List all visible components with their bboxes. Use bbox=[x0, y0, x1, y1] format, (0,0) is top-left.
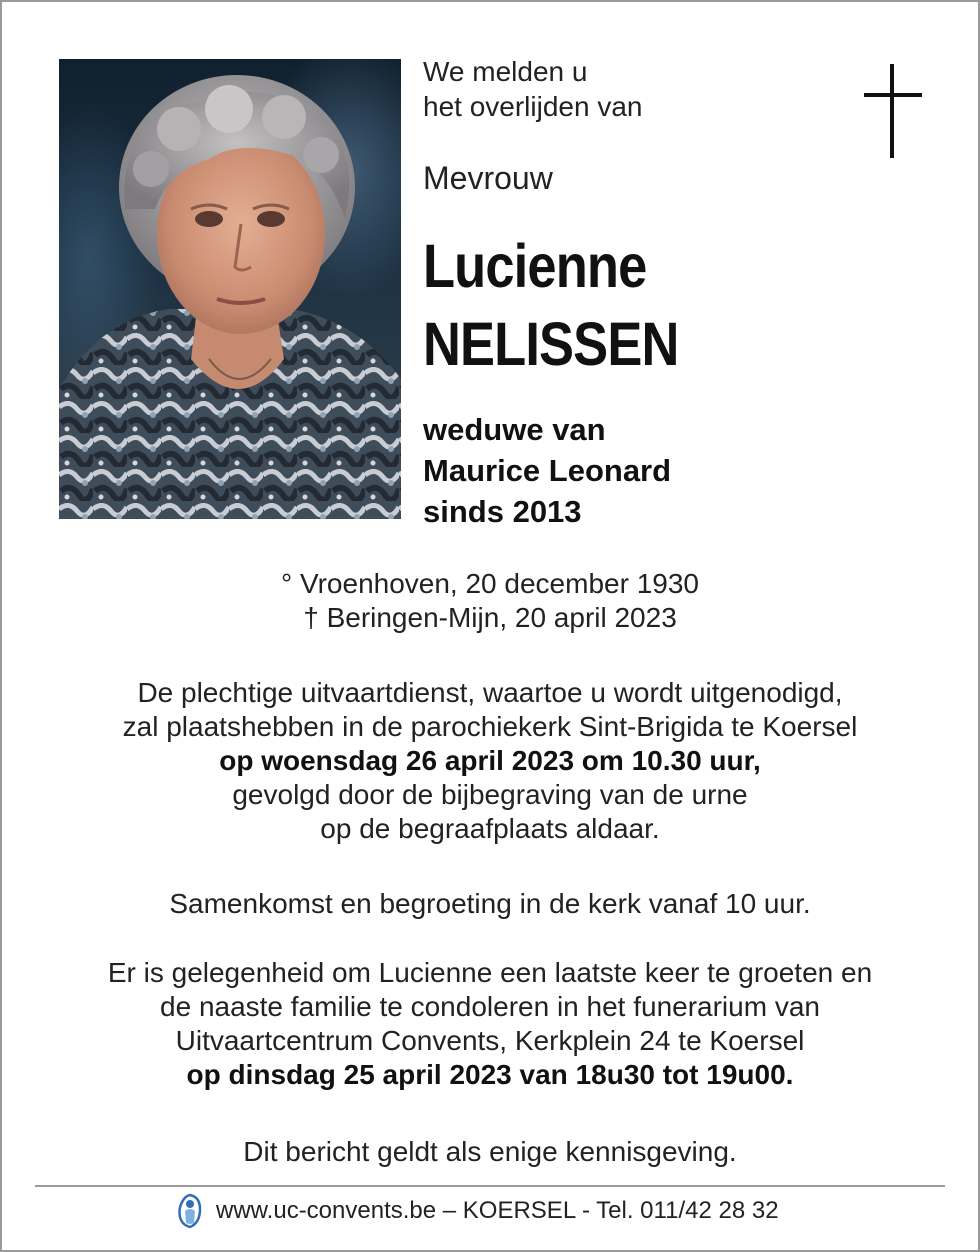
widow-info bbox=[423, 409, 671, 532]
service-line-2: zal plaatshebben in de parochiekerk Sint-Brigida te Koersel bbox=[122, 711, 858, 742]
notice-text bbox=[40, 1135, 940, 1169]
service-line-1: De plechtige uitvaartdienst, waartoe u wordt uitgenodigd, bbox=[137, 677, 843, 708]
intro-text bbox=[423, 54, 642, 124]
funeral-service bbox=[40, 676, 940, 846]
notice-line: Dit bericht geldt als enige kennisgeving. bbox=[243, 1136, 737, 1167]
footer-contact: www.uc-convents.be – KOERSEL - Tel. 011/42 28 32 bbox=[216, 1197, 779, 1224]
visitation-line-3: Uitvaartcentrum Convents, Kerkplein 24 te Koersel bbox=[175, 1025, 805, 1056]
madonna-logo-icon bbox=[176, 1193, 204, 1229]
intro-line-2: het overlijden van bbox=[423, 91, 643, 122]
widow-line-2: Maurice Leonard bbox=[423, 453, 672, 488]
footer-divider bbox=[35, 1185, 945, 1187]
deceased-last-name: NELISSEN bbox=[423, 310, 679, 378]
widow-line-3: sinds 2013 bbox=[423, 494, 582, 529]
meeting-info bbox=[40, 887, 940, 921]
deceased-first-name: Lucienne bbox=[423, 232, 647, 300]
cross-icon bbox=[864, 64, 922, 158]
service-datetime: op woensdag 26 april 2023 om 10.30 uur, bbox=[219, 745, 761, 776]
service-line-4: gevolgd door de bijbegraving van de urne bbox=[232, 779, 748, 810]
visitation-info bbox=[40, 956, 940, 1092]
life-dates bbox=[40, 567, 940, 635]
footer bbox=[176, 1192, 779, 1230]
widow-line-1: weduwe van bbox=[423, 412, 606, 447]
honorific: Mevrouw bbox=[423, 160, 553, 196]
birth-date: ° Vroenhoven, 20 december 1930 bbox=[280, 568, 699, 599]
intro-line-1: We melden u bbox=[423, 56, 588, 87]
death-date: † Beringen-Mijn, 20 april 2023 bbox=[303, 602, 677, 633]
portrait-photo bbox=[59, 59, 401, 519]
visitation-line-1: Er is gelegenheid om Lucienne een laatste keer te groeten en bbox=[107, 957, 873, 988]
visitation-line-2: de naaste familie te condoleren in het funerarium van bbox=[160, 991, 820, 1022]
visitation-datetime: op dinsdag 25 april 2023 van 18u30 tot 19u00. bbox=[186, 1059, 794, 1090]
service-line-5: op de begraafplaats aldaar. bbox=[320, 813, 660, 844]
meeting-line: Samenkomst en begroeting in de kerk vanaf 10 uur. bbox=[169, 888, 811, 919]
